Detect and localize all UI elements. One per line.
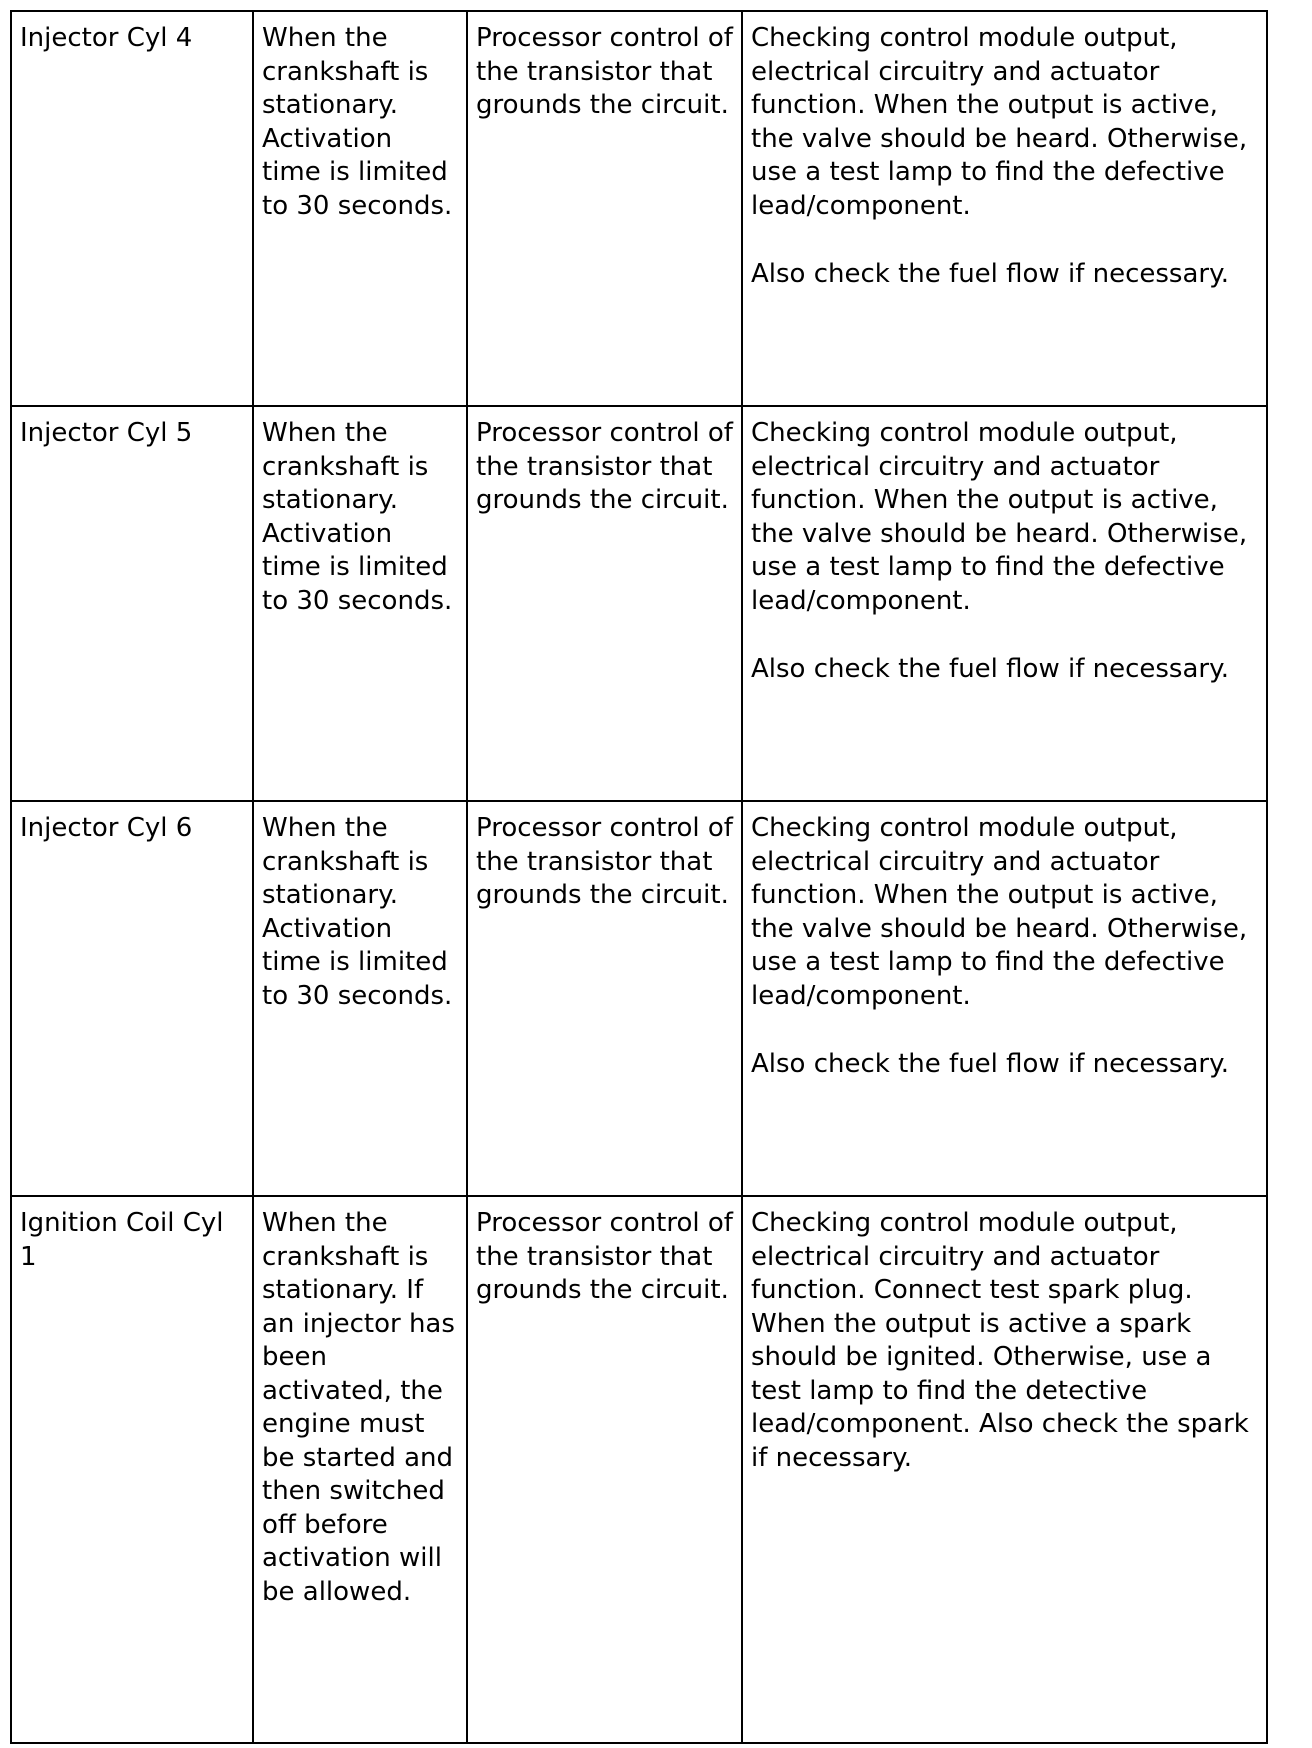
table-row bbox=[11, 11, 1267, 406]
table-row bbox=[11, 406, 1267, 801]
condition-cell: When the crankshaft is stationary. Activation time is limited to 30 seconds. bbox=[253, 406, 467, 801]
actuator-test-table bbox=[10, 10, 1268, 1744]
component-cell: Injector Cyl 4 bbox=[11, 11, 253, 406]
check-note: Also check the fuel flow if necessary. bbox=[751, 1049, 1230, 1079]
condition-cell: When the crankshaft is stationary. Activation time is limited to 30 seconds. bbox=[253, 801, 467, 1196]
function-cell: Processor control of the transistor that grounds the circuit. bbox=[467, 406, 742, 801]
component-cell: Ignition Coil Cyl 1 bbox=[11, 1196, 253, 1743]
check-cell bbox=[742, 801, 1267, 1196]
check-cell bbox=[742, 11, 1267, 406]
check-paragraph: Checking control module output, electrical circuitry and actuator function. When the output is active, the valve should be heard. Otherwise, use a test lamp to find the defective lead/component. bbox=[751, 418, 1248, 616]
check-note: Also check the fuel flow if necessary. bbox=[751, 259, 1230, 289]
condition-cell: When the crankshaft is stationary. Activation time is limited to 30 seconds. bbox=[253, 11, 467, 406]
table-row bbox=[11, 1196, 1267, 1743]
check-cell bbox=[742, 406, 1267, 801]
function-cell: Processor control of the transistor that grounds the circuit. bbox=[467, 11, 742, 406]
check-paragraph: Checking control module output, electrical circuitry and actuator function. Connect test spark plug. When the output is active a spark should be ignited. Otherwise, use a test lamp to find the detective lead/component. Also check the spark if necessary. bbox=[751, 1208, 1249, 1473]
function-cell: Processor control of the transistor that grounds the circuit. bbox=[467, 1196, 742, 1743]
check-paragraph: Checking control module output, electrical circuitry and actuator function. When the output is active, the valve should be heard. Otherwise, use a test lamp to find the defective lead/component. bbox=[751, 23, 1248, 221]
component-cell: Injector Cyl 5 bbox=[11, 406, 253, 801]
function-cell: Processor control of the transistor that grounds the circuit. bbox=[467, 801, 742, 1196]
check-cell bbox=[742, 1196, 1267, 1743]
check-paragraph: Checking control module output, electrical circuitry and actuator function. When the output is active, the valve should be heard. Otherwise, use a test lamp to find the defective lead/component. bbox=[751, 813, 1248, 1011]
condition-cell: When the crankshaft is stationary. If an injector has been activated, the engine must be started and then switched off before activation will be allowed. bbox=[253, 1196, 467, 1743]
check-note: Also check the fuel flow if necessary. bbox=[751, 654, 1230, 684]
table-row bbox=[11, 801, 1267, 1196]
component-cell: Injector Cyl 6 bbox=[11, 801, 253, 1196]
